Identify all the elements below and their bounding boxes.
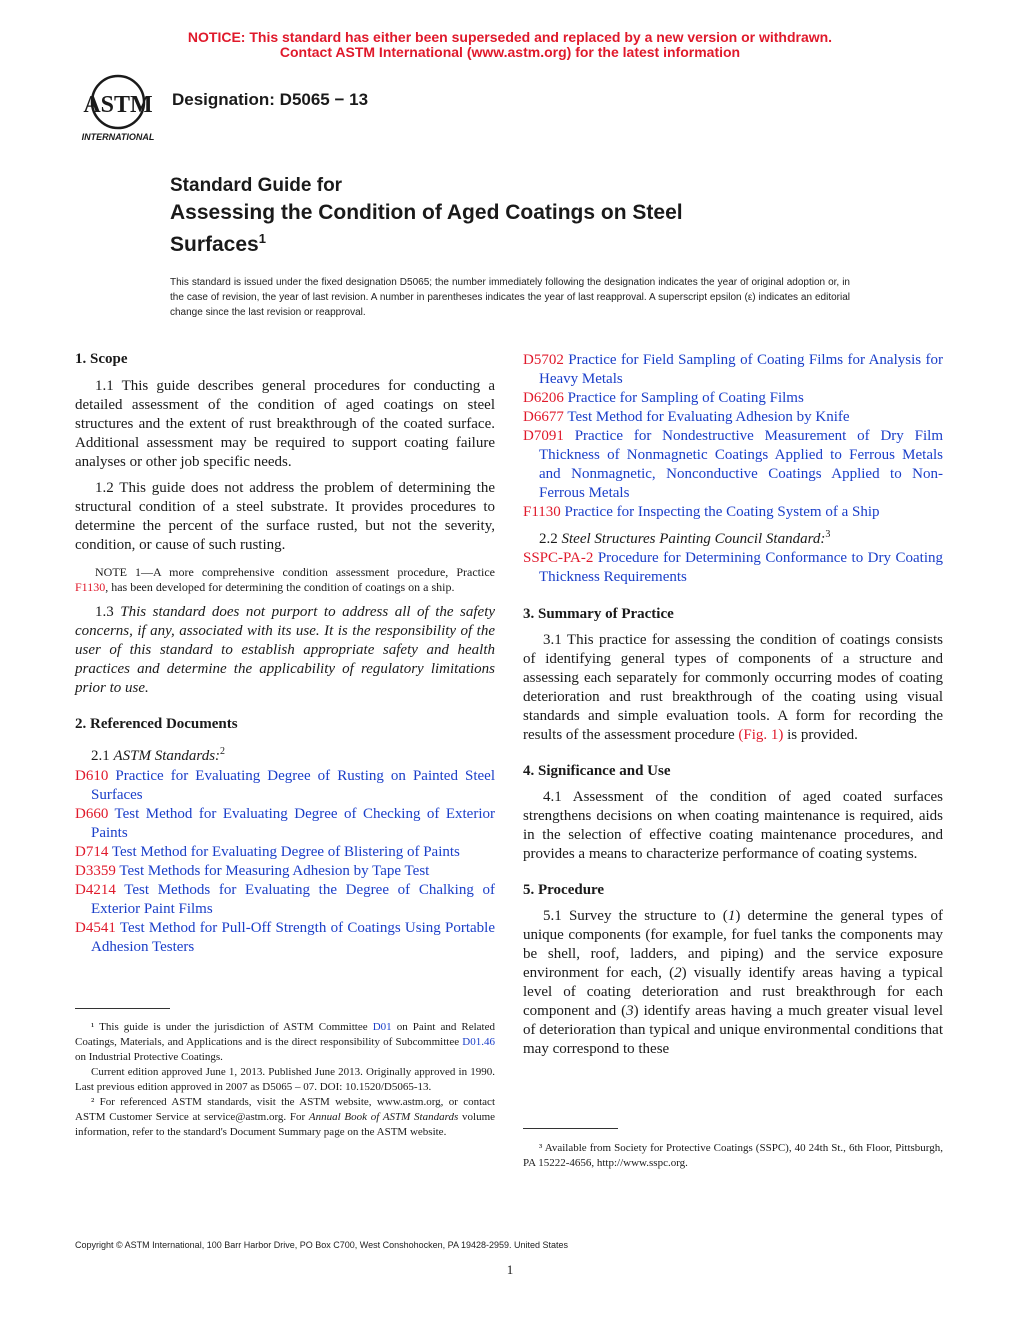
subsection-2-2-label: Steel Structures Painting Council Standard: bbox=[561, 531, 826, 547]
astm-logo bbox=[72, 72, 164, 144]
title-line-2 bbox=[170, 226, 810, 258]
para-3-1-end: is provided. bbox=[783, 727, 858, 743]
para-5-1-n3: 3 bbox=[626, 1003, 634, 1019]
section-5-heading: 5. Procedure bbox=[523, 882, 605, 898]
page-number: 1 bbox=[506, 1262, 514, 1277]
note-1 bbox=[75, 565, 495, 595]
svg-text:INTERNATIONAL: INTERNATIONAL bbox=[81, 132, 155, 142]
subsection-2-1-num: 2.1 bbox=[91, 748, 114, 764]
footnote-1-link-d01[interactable]: D01 bbox=[372, 1021, 392, 1033]
footnote-rule-right bbox=[523, 1128, 618, 1129]
section-4-heading: 4. Significance and Use bbox=[523, 763, 671, 779]
document-title bbox=[170, 200, 810, 258]
ref-item[interactable] bbox=[75, 881, 495, 919]
ref-code[interactable]: D5702 bbox=[523, 352, 564, 368]
footnote-2-italic: Annual Book of ASTM Standards bbox=[308, 1111, 459, 1123]
ref-title[interactable]: Test Method for Pull-Off Strength of Coatings Using Portable Adhesion Testers bbox=[91, 920, 495, 955]
subsection-2-2-num: 2.2 bbox=[539, 531, 562, 547]
subsection-2-2 bbox=[523, 525, 943, 549]
ref-item[interactable] bbox=[523, 408, 943, 427]
copyright-footer: Copyright © ASTM International, 100 Barr Harbor Drive, PO Box C700, West Conshohocken, PA 19428-2959. United States bbox=[75, 1240, 569, 1250]
svg-text:ASTM: ASTM bbox=[83, 92, 153, 118]
ref-item-sspc[interactable] bbox=[523, 549, 943, 587]
ref-item[interactable] bbox=[75, 919, 495, 957]
ref-item[interactable] bbox=[75, 862, 495, 881]
ref-code[interactable]: SSPC-PA-2 bbox=[523, 550, 594, 566]
ref-code[interactable]: D714 bbox=[75, 844, 109, 860]
footnotes-left bbox=[75, 1020, 495, 1140]
para-3-1-text: 3.1 This practice for assessing the condition of coatings consists of identifying general types of components of a structure and assessing each separately for commonly occurring modes of coating deterioration and rust breakthrough of the coating using visual standards and simple evaluation tools. A form for recording the results of the assessment procedure bbox=[523, 632, 943, 743]
ref-title[interactable]: Test Method for Evaluating Degree of Blistering of Paints bbox=[111, 844, 460, 860]
ref-code[interactable]: D6206 bbox=[523, 390, 564, 406]
ref-title[interactable]: Practice for Inspecting the Coating System of a Ship bbox=[564, 504, 880, 520]
ref-item[interactable] bbox=[75, 767, 495, 805]
footnote-2-text-b: volume information, refer to the standard's Document Summary page on the ASTM website. bbox=[75, 1111, 496, 1138]
ref-code[interactable]: F1130 bbox=[523, 504, 561, 520]
ref-title[interactable]: Practice for Nondestructive Measurement of Dry Film Thickness of Nonmagnetic Coatings Applied to Ferrous Metals and Nonmagnetic, Nonconductive Coatings Applied to Non-Ferrous Metals bbox=[539, 428, 943, 501]
footnote-2-text: ² For referenced ASTM standards, visit the ASTM website, www.astm.org, or contact ASTM Customer Service at service@astm.org. For bbox=[75, 1096, 495, 1123]
ref-title[interactable]: Test Methods for Evaluating the Degree of Chalking of Exterior Paint Films bbox=[91, 882, 495, 917]
ref-code[interactable]: D610 bbox=[75, 768, 109, 784]
ref-item[interactable] bbox=[75, 805, 495, 843]
para-1-3 bbox=[75, 603, 495, 698]
designation: Designation: D5065 − 13 bbox=[172, 90, 369, 109]
section-2-heading: 2. Referenced Documents bbox=[75, 716, 238, 732]
title-prefix: Standard Guide for bbox=[170, 175, 343, 196]
left-column bbox=[75, 350, 495, 957]
note-1-text: NOTE 1—A more comprehensive condition assessment procedure, Practice bbox=[95, 565, 495, 579]
subsection-2-2-mark: 3 bbox=[825, 529, 831, 540]
ref-code[interactable]: D4541 bbox=[75, 920, 116, 936]
ref-list-right bbox=[523, 351, 943, 522]
ref-item[interactable] bbox=[523, 503, 943, 522]
ref-item[interactable] bbox=[523, 351, 943, 389]
para-1-3-num: 1.3 bbox=[95, 604, 121, 620]
para-1-3-text: This standard does not purport to address all of the safety concerns, if any, associated with its use. It is the responsibility of the user of this standard to establish appropriate safety and health practices and determine the applicability of regulatory limitations prior to use. bbox=[75, 604, 496, 696]
title-line-1: Assessing the Condition of Aged Coatings on Steel bbox=[170, 201, 683, 224]
ref-title[interactable]: Test Method for Evaluating Degree of Checking of Exterior Paints bbox=[91, 806, 495, 841]
para-5-1-n1: 1 bbox=[727, 908, 736, 924]
fig-1-link[interactable]: (Fig. 1) bbox=[738, 727, 784, 743]
note-1-text-end: , has been developed for determining the condition of coatings on a ship. bbox=[105, 580, 455, 594]
ref-code[interactable]: D7091 bbox=[523, 428, 564, 444]
ref-title[interactable]: Practice for Evaluating Degree of Rusting on Painted Steel Surfaces bbox=[91, 768, 495, 803]
ref-title[interactable]: Practice for Sampling of Coating Films bbox=[567, 390, 804, 406]
para-5-1-n2: 2 bbox=[674, 965, 682, 981]
ref-code[interactable]: D3359 bbox=[75, 863, 116, 879]
footnote-2 bbox=[75, 1095, 495, 1140]
section-1-heading: 1. Scope bbox=[75, 351, 128, 367]
ref-item[interactable] bbox=[75, 843, 495, 862]
para-5-1-d: ) identify areas having a much greater visual level of deterioration than typical and unique environmental conditions that may correspond to these bbox=[523, 1003, 943, 1057]
subsection-2-1-mark: 2 bbox=[220, 746, 226, 757]
para-5-1-b: ) determine the general types of unique components (for example, for fuel tanks the components may be shell, roof, ladders, and piping) and the service exposure environment for each, ( bbox=[523, 908, 943, 981]
ref-title[interactable]: Test Method for Evaluating Adhesion by Knife bbox=[567, 409, 850, 425]
footnote-rule-left bbox=[75, 1008, 170, 1009]
title-footnote-mark: 1 bbox=[258, 231, 266, 246]
para-5-1 bbox=[523, 907, 943, 1059]
subsection-2-1-label: ASTM Standards: bbox=[113, 748, 221, 764]
note-1-link-f1130[interactable]: F1130 bbox=[75, 580, 106, 594]
right-column bbox=[523, 351, 943, 1059]
notice-line-1: NOTICE: This standard has either been superseded and replaced by a new version or withdrawn. bbox=[187, 29, 833, 45]
para-1-2: 1.2 This guide does not address the problem of determining the structural condition of a steel substrate. It provides procedures to determine the percent of the surface rusted, but not the severity, condition, or cause of such rusting. bbox=[75, 480, 495, 553]
para-4-1: 4.1 Assessment of the condition of aged coated surfaces strengthens decisions on when coating maintenance is required, aids in the selection of effective coating maintenance procedures, and provides a means to characterize performance of coating systems. bbox=[523, 789, 943, 862]
ref-code[interactable]: D6677 bbox=[523, 409, 564, 425]
footnote-1-text-b: on Paint and Related Coatings, Materials, and Applications and is the direct responsibility of Subcommittee bbox=[75, 1021, 495, 1048]
ref-item[interactable] bbox=[523, 427, 943, 503]
footnote-3: ³ Available from Society for Protective Coatings (SSPC), 40 24th St., 6th Floor, Pittsburgh, PA 15222-4656, http://www.sspc.org. bbox=[523, 1142, 943, 1169]
title-line-2-text: Surfaces bbox=[170, 233, 259, 256]
para-1-1: 1.1 This guide describes general procedures for conducting a detailed assessment of the condition of aged coatings on steel structures and the extent of rust breakthrough of the coated surface. Additional assessment may be required to support coating failure analyses or other job specific needs. bbox=[75, 378, 495, 470]
ref-code[interactable]: D4214 bbox=[75, 882, 116, 898]
footnote-1 bbox=[75, 1020, 495, 1065]
footnote-1-edition: Current edition approved June 1, 2013. Published June 2013. Originally approved in 1990. Last previous edition approved in 2007 as D5065 – 07. DOI: 10.1520/D5065-13. bbox=[75, 1066, 495, 1093]
ref-list-left bbox=[75, 767, 495, 957]
issued-note: This standard is issued under the fixed designation D5065; the number immediately following the designation indicates the year of original adoption or, in the case of revision, the year of last revision. A number in parentheses indicates the year of last reapproval. A superscript epsilon (ε) indicates an editorial change since the last revision or reapproval. bbox=[170, 277, 850, 318]
section-3-heading: 3. Summary of Practice bbox=[523, 606, 674, 622]
ref-title[interactable]: Test Methods for Measuring Adhesion by Tape Test bbox=[119, 863, 430, 879]
para-5-1-a: 5.1 Survey the structure to ( bbox=[543, 908, 728, 924]
ref-item[interactable] bbox=[523, 389, 943, 408]
ref-title[interactable]: Practice for Field Sampling of Coating Films for Analysis for Heavy Metals bbox=[539, 352, 943, 387]
footnote-1-text: ¹ This guide is under the jurisdiction of ASTM Committee bbox=[91, 1021, 373, 1033]
footnote-1-text-c: on Industrial Protective Coatings. bbox=[75, 1051, 223, 1063]
para-3-1 bbox=[523, 631, 943, 745]
para-5-1-c: ) visually identify areas having a typical level of coating deterioration and rust breakthrough for each component and ( bbox=[523, 965, 943, 1019]
subsection-2-1 bbox=[75, 742, 495, 766]
notice-line-2: Contact ASTM International (www.astm.org) for the latest information bbox=[279, 44, 741, 60]
footnote-1-link-d0146[interactable]: D01.46 bbox=[462, 1036, 495, 1048]
ref-title[interactable]: Procedure for Determining Conformance to Dry Coating Thickness Requirements bbox=[539, 550, 943, 585]
ref-code[interactable]: D660 bbox=[75, 806, 109, 822]
